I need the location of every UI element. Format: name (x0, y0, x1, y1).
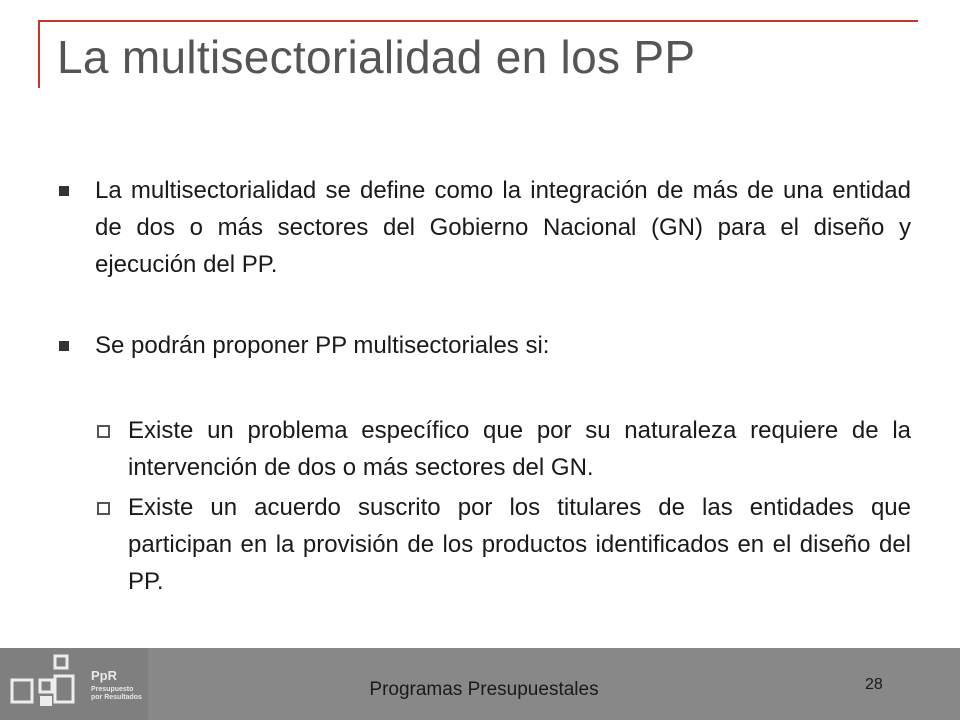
title-frame-top-line (38, 20, 918, 22)
bullet-text: Se podrán proponer PP multisectoriales si: (95, 332, 550, 359)
bullet-text: La multisectorialidad se define como la integración de más de una entidad de dos o más sectores del Gobierno Nacional (GN) para el diseño y ejecución del PP. (95, 177, 911, 278)
square-bullet-icon (59, 186, 69, 196)
logo-abbr: PpR (91, 668, 117, 683)
page-number: 28 (865, 676, 883, 693)
logo-line-1: Presupuesto (91, 686, 134, 693)
footer-bar (0, 648, 960, 720)
ppr-logo (0, 648, 148, 720)
hollow-square-bullet-icon (97, 502, 110, 515)
ppr-logo-squares-icon (0, 648, 90, 720)
sub-bullet-text: Existe un problema específico que por su naturaleza requiere de la intervención de dos o más sectores del GN. (128, 417, 911, 481)
sub-bullet-text: Existe un acuerdo suscrito por los titulares de las entidades que participan en la provisión de los productos identificados en el diseño del PP. (128, 494, 911, 595)
logo-line-2: por Resultados (91, 694, 142, 701)
logo-subtitle (91, 686, 147, 702)
hollow-square-bullet-icon (97, 425, 110, 438)
slide-title: La multisectorialidad en los PP (57, 31, 696, 83)
square-bullet-icon (59, 341, 69, 351)
footer-title: Programas Presupuestales (369, 679, 599, 700)
title-frame-left-line (38, 20, 40, 88)
